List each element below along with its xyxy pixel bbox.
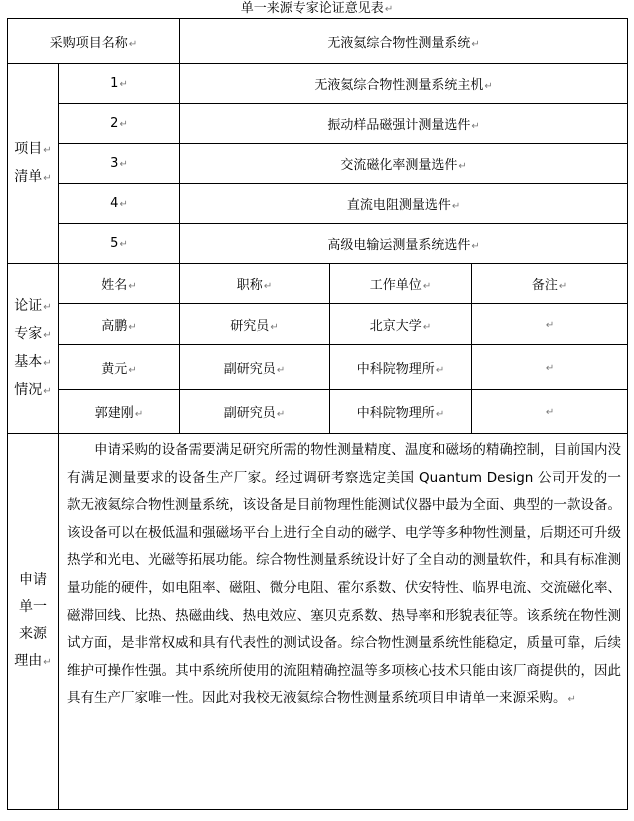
reason-label-line: 单一: [19, 599, 47, 615]
reason-text-cell: [59, 434, 628, 810]
project-name-label-cell: [8, 19, 180, 64]
item-list-label-line: 项目↵: [14, 140, 52, 157]
item-number: 3↵: [59, 144, 180, 184]
item-list-label-cell: [8, 64, 59, 264]
return-mark: ↵: [384, 4, 394, 15]
item-row: [8, 104, 628, 144]
expert-title: 副研究员↵: [180, 345, 330, 390]
item-number: 4↵: [59, 184, 180, 224]
item-number: 2↵: [59, 104, 180, 144]
reason-label-line: 理由↵: [14, 653, 52, 669]
item-list-label-line: 清单↵: [14, 168, 52, 185]
column-header-title: 职称↵: [180, 264, 330, 304]
expert-unit: 中科院物理所↵: [330, 390, 472, 434]
reason-label-line: 来源: [19, 626, 47, 642]
item-row: [8, 144, 628, 184]
return-mark: ↵: [471, 38, 480, 50]
form-title-text: 单一来源专家论证意见表: [240, 1, 384, 16]
expert-note: ↵: [472, 390, 628, 434]
expert-title: 研究员↵: [180, 304, 330, 345]
item-row: [8, 224, 628, 264]
expert-name: 郭建刚↵: [59, 390, 180, 434]
project-name-value-cell: [180, 19, 628, 64]
item-number: 5↵: [59, 224, 180, 264]
item-name: 交流磁化率测量选件↵: [180, 144, 628, 184]
reason-text: 申请采购的设备需要满足研究所需的物性测量精度、温度和磁场的精确控制，目前国内没有满足测量要求的设备生产厂家。经过调研考察选定美国 Quantum Design 公司开发的一款无液氦综合物性测量系统，该设备是目前物理性能测试仪器中最为全面、典型的一款设备。该设备可以在极低温和强磁场平台上进行全自动的磁学、电学等多种物性测量，后期还可升级热学和光电、光磁等拓展功能。综合物性测量系统设计好了全自动的测量软件，和具有标准测量功能的硬件，如电阻率、磁阻、微分电阻、霍尔系数、伏安特性、临界电流、交流磁化率、磁滞回线、比热、热磁曲线、热电效应、塞贝克系数、热导率和形貌表征等。该系统在物性测试方面，是非常权威和具有代表性的测试设备。综合物性测量系统性能稳定，质量可靠，后续维护可操作性强。其中系统所使用的流阻精确控温等多项核心技术只能由该厂商提供的，因此具有生产厂家唯一性。因此对我校无液氦综合物性测量系统项目申请单一来源采购。: [67, 442, 622, 707]
item-name: 高级电输运测量系统选件↵: [180, 224, 628, 264]
item-row: [8, 64, 628, 104]
expert-note: ↵: [472, 345, 628, 390]
expert-row: [8, 390, 628, 434]
argument-form-table: [7, 18, 628, 810]
expert-label-line: 基本↵: [14, 353, 52, 370]
expert-name: 高鹏↵: [59, 304, 180, 345]
reason-row: [8, 434, 628, 810]
expert-row: [8, 304, 628, 345]
return-mark: ↵: [128, 38, 138, 50]
column-header-note: 备注↵: [472, 264, 628, 304]
column-header-unit: 工作单位↵: [330, 264, 472, 304]
expert-label-cell: [8, 264, 59, 434]
expert-name: 黄元↵: [59, 345, 180, 390]
return-mark: ↵: [567, 694, 576, 706]
expert-label-line: 专家↵: [14, 325, 52, 342]
reason-label-line: 申请: [19, 572, 47, 588]
column-header-name: 姓名↵: [59, 264, 180, 304]
project-name-row: [8, 19, 628, 64]
expert-label-line: 论证↵: [14, 297, 52, 314]
expert-unit: 中科院物理所↵: [330, 345, 472, 390]
item-number: 1↵: [59, 64, 180, 104]
item-row: [8, 184, 628, 224]
project-name-label: 采购项目名称: [49, 35, 128, 51]
reason-label-cell: [8, 434, 59, 810]
expert-title: 副研究员↵: [180, 390, 330, 434]
item-name: 直流电阻测量选件↵: [180, 184, 628, 224]
project-name-value: 无液氦综合物性测量系统: [327, 35, 471, 51]
expert-header-row: [8, 264, 628, 304]
form-title: [0, 0, 634, 18]
item-name: 无液氦综合物性测量系统主机↵: [180, 64, 628, 104]
expert-label-line: 情况↵: [14, 381, 52, 398]
expert-unit: 北京大学↵: [330, 304, 472, 345]
expert-note: ↵: [472, 304, 628, 345]
expert-row: [8, 345, 628, 390]
item-name: 振动样品磁强计测量选件↵: [180, 104, 628, 144]
